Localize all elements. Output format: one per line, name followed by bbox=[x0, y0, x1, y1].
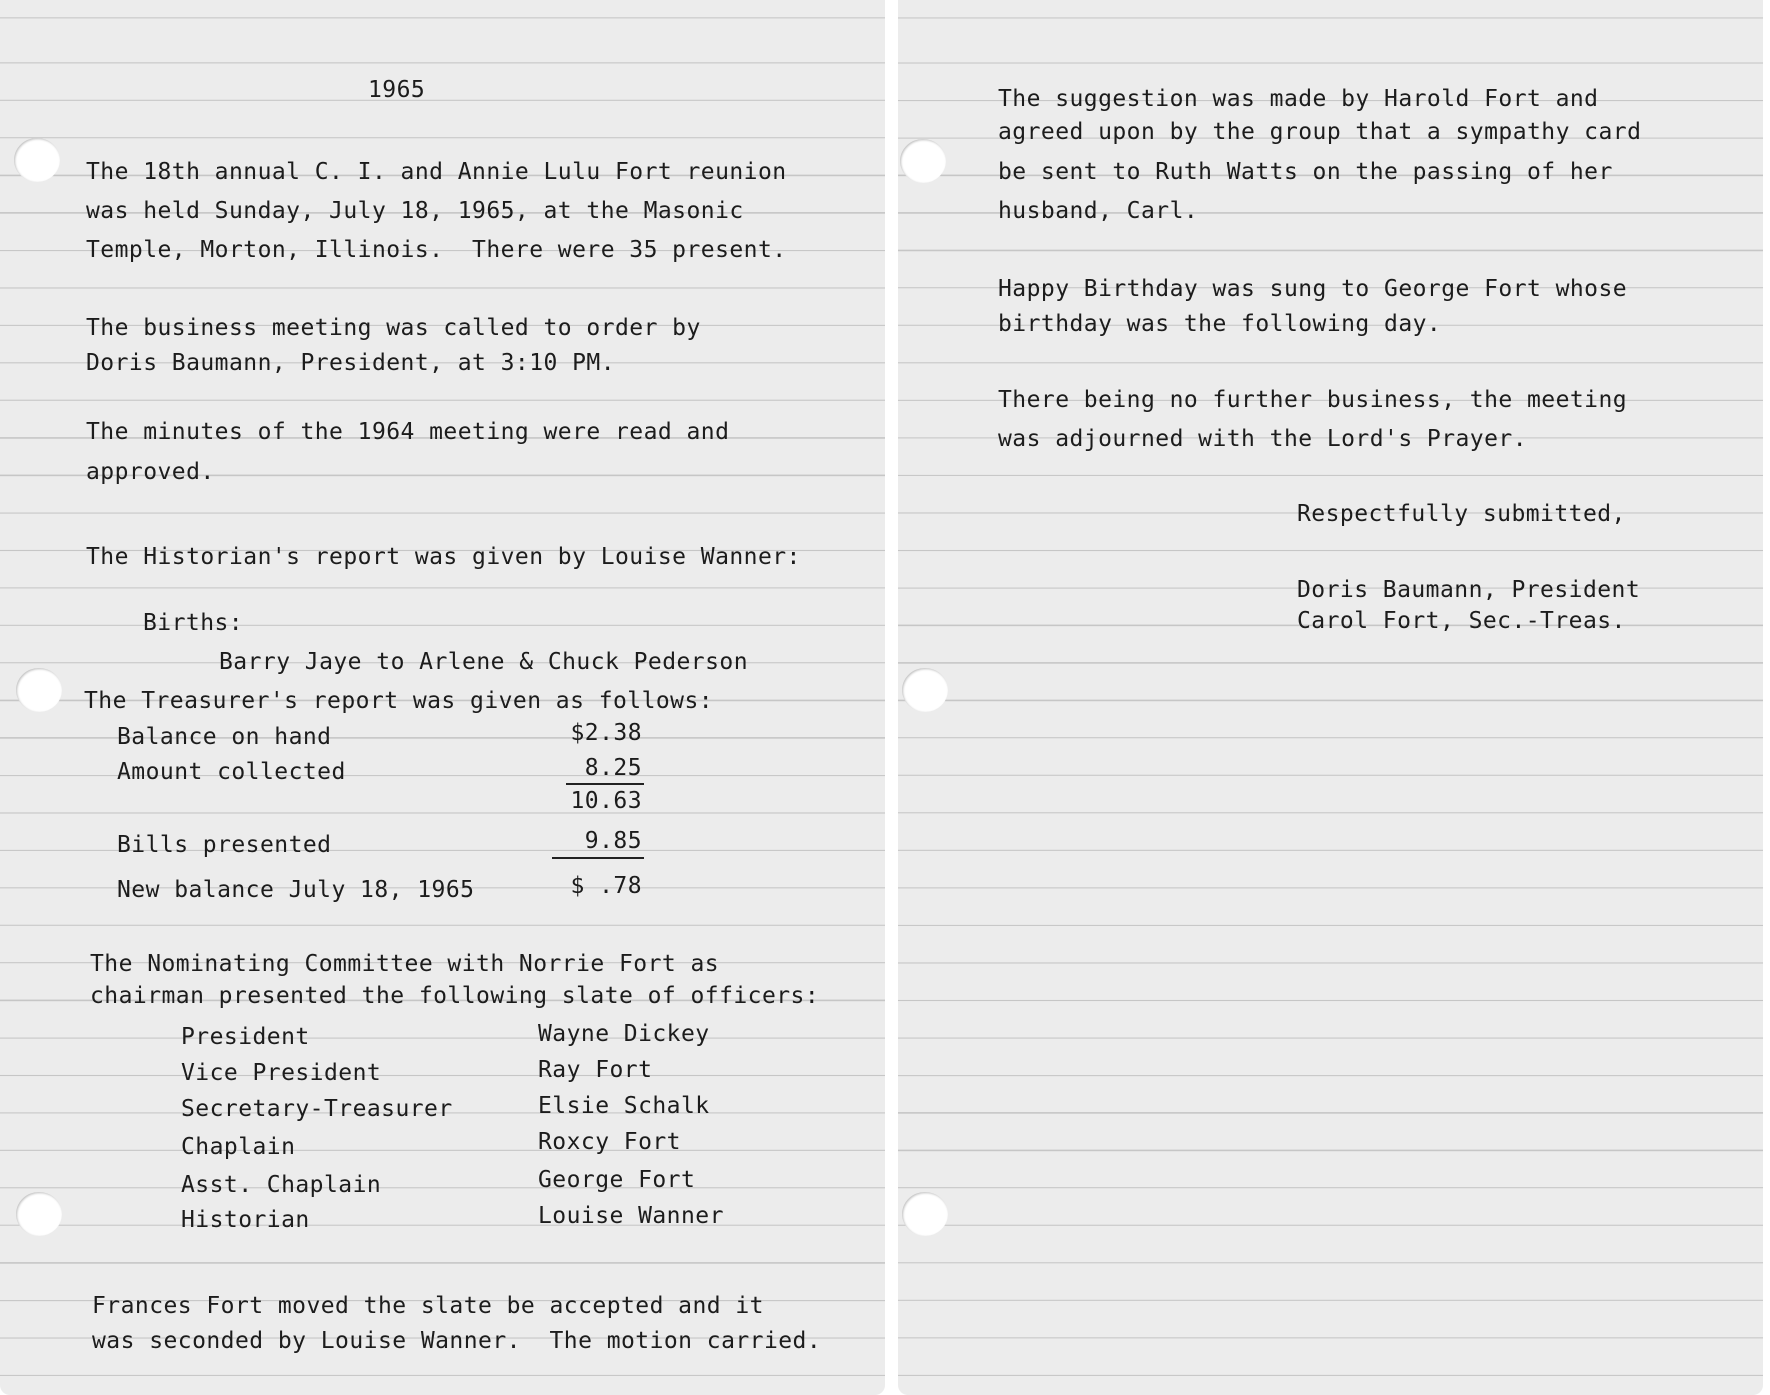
officer-name: Ray Fort bbox=[538, 1057, 653, 1083]
subtotal-value: 10.63 bbox=[570, 788, 642, 814]
punch-hole bbox=[902, 668, 948, 712]
text-line: The business meeting was called to order by bbox=[86, 315, 701, 341]
text-line: The minutes of the 1964 meeting were read and bbox=[86, 419, 730, 445]
officer-name: Roxcy Fort bbox=[538, 1129, 681, 1155]
officer-name: George Fort bbox=[538, 1167, 696, 1193]
officer-name: Louise Wanner bbox=[538, 1203, 724, 1229]
text-line: The 18th annual C. I. and Annie Lulu Fort reunion bbox=[86, 159, 787, 185]
officer-title: Chaplain bbox=[181, 1134, 296, 1160]
text-line: Happy Birthday was sung to George Fort whose bbox=[998, 276, 1628, 302]
punch-hole bbox=[14, 138, 60, 182]
signature-line: Doris Baumann, President bbox=[1297, 577, 1641, 603]
text-line: was adjourned with the Lord's Prayer. bbox=[998, 426, 1527, 452]
text-line: was held Sunday, July 18, 1965, at the Masonic bbox=[86, 198, 744, 224]
officer-name: Elsie Schalk bbox=[538, 1093, 710, 1119]
difference-rule bbox=[552, 857, 644, 859]
text-line: birthday was the following day. bbox=[998, 311, 1442, 337]
text-line: agreed upon by the group that a sympathy card bbox=[998, 119, 1642, 145]
treasurer-intro: The Treasurer's report was given as follows: bbox=[84, 688, 714, 714]
historian-intro: The Historian's report was given by Louise Wanner: bbox=[86, 544, 801, 570]
sum-rule bbox=[566, 783, 644, 785]
text-line: be sent to Ruth Watts on the passing of her bbox=[998, 159, 1613, 185]
punch-hole bbox=[16, 668, 62, 712]
officer-title: Vice President bbox=[181, 1060, 382, 1086]
text-line: chairman presented the following slate of officers: bbox=[90, 983, 820, 1009]
punch-hole bbox=[900, 139, 946, 183]
text-line: Temple, Morton, Illinois. There were 35 present. bbox=[86, 237, 787, 263]
new-balance-label: New balance July 18, 1965 bbox=[117, 877, 475, 903]
text-line: was seconded by Louise Wanner. The motion carried. bbox=[92, 1328, 822, 1354]
balance-label: Balance on hand bbox=[117, 724, 332, 750]
text-line: Doris Baumann, President, at 3:10 PM. bbox=[86, 350, 615, 376]
collected-label: Amount collected bbox=[117, 759, 346, 785]
text-line: There being no further business, the meeting bbox=[998, 387, 1628, 413]
birth-entry: Barry Jaye to Arlene & Chuck Pederson bbox=[219, 649, 748, 675]
new-balance-value: $ .78 bbox=[570, 873, 642, 899]
punch-hole bbox=[16, 1192, 62, 1236]
closing-line: Respectfully submitted, bbox=[1297, 501, 1626, 527]
officer-title: Historian bbox=[181, 1207, 310, 1233]
officer-title: President bbox=[181, 1024, 310, 1050]
officer-name: Wayne Dickey bbox=[538, 1021, 710, 1047]
text-line: The Nominating Committee with Norrie Fort as bbox=[90, 951, 720, 977]
bills-value: 9.85 bbox=[584, 828, 642, 854]
births-label: Births: bbox=[143, 610, 244, 636]
right-page bbox=[898, 0, 1763, 1395]
text-line: Frances Fort moved the slate be accepted and it bbox=[92, 1293, 764, 1319]
bills-label: Bills presented bbox=[117, 832, 332, 858]
collected-value: 8.25 bbox=[584, 755, 642, 781]
year-heading: 1965 bbox=[368, 77, 426, 103]
signature-line: Carol Fort, Sec.-Treas. bbox=[1297, 608, 1626, 634]
officer-title: Secretary-Treasurer bbox=[181, 1096, 453, 1122]
balance-value: $2.38 bbox=[570, 720, 642, 746]
punch-hole bbox=[902, 1192, 948, 1236]
text-line: approved. bbox=[86, 459, 215, 485]
text-line: The suggestion was made by Harold Fort and bbox=[998, 86, 1599, 112]
officer-title: Asst. Chaplain bbox=[181, 1172, 382, 1198]
text-line: husband, Carl. bbox=[998, 198, 1199, 224]
